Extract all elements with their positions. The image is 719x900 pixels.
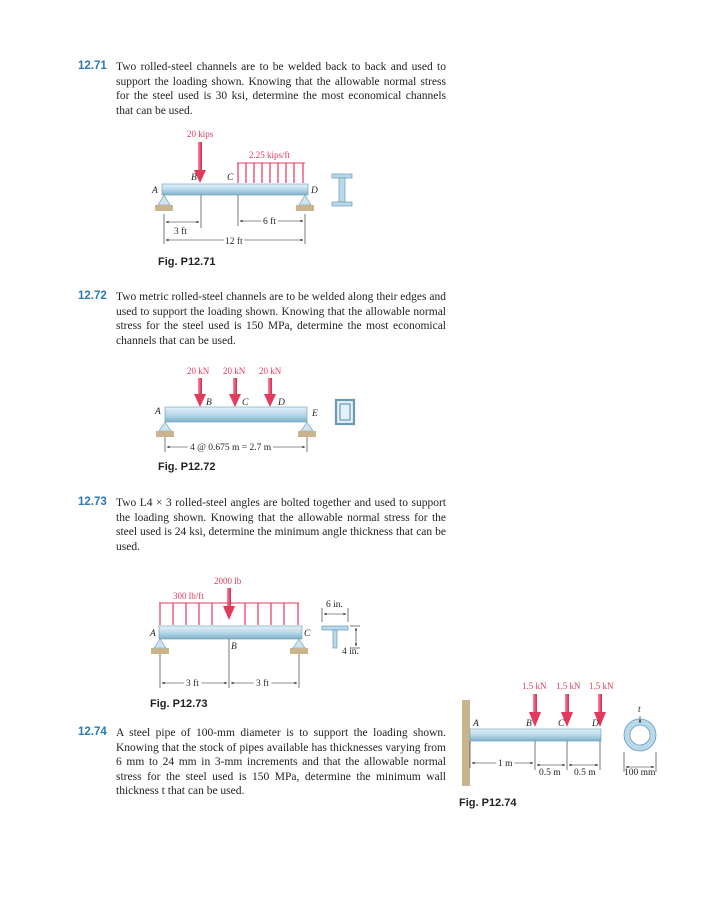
- load-1-label: 1.5 kN: [522, 681, 547, 691]
- figure-caption: Fig. P12.71: [158, 256, 216, 268]
- point-c-label: C: [227, 173, 234, 183]
- point-d-label: D: [311, 186, 318, 196]
- wall: [462, 700, 470, 786]
- load-2-label: 20 kN: [223, 366, 246, 376]
- figure-caption: Fig. P12.74: [459, 797, 517, 809]
- dim-0-5m-left: 0.5 m: [539, 768, 561, 778]
- dim-0-5m-right: 0.5 m: [574, 768, 596, 778]
- point-a-label: A: [152, 186, 158, 196]
- dim-1m: 1 m: [498, 759, 513, 769]
- thickness-label: t: [638, 705, 641, 715]
- problem-text: A steel pipe of 100-mm diameter is to support the loading shown. Knowing that the stock of pipes available has thicknesses varying from 6 mm to 24 mm in 3-mm increments and that the allowable normal stress for the steel used is 150 MPa, determine the minimum wall thickness t that can be used.: [116, 727, 446, 798]
- pipe-section: [624, 719, 656, 751]
- problem-text: Two rolled-steel channels are to be welded back to back and used to support the loading shown. Knowing that the allowable normal stress for the steel used is 30 ksi, determine the most economical channels that can be used.: [116, 61, 446, 117]
- pipe-beam: [470, 729, 601, 741]
- dim-4in: 4 in.: [342, 647, 359, 657]
- load-3-label: 1.5 kN: [589, 681, 614, 691]
- dim-3ft-left: 3 ft: [186, 679, 199, 689]
- load-1-label: 20 kN: [187, 366, 210, 376]
- problem-text: Two metric rolled-steel channels are to be welded along their edges and used to support the loading shown. Knowing that the allowable normal stress for the steel used is 150 MPa, determine the most economical channels that can be used.: [116, 291, 446, 347]
- point-b-label: B: [191, 173, 197, 183]
- point-d-label: D: [278, 398, 285, 408]
- point-b-label: B: [231, 642, 237, 652]
- dim-span: 4 @ 0.675 m = 2.7 m: [190, 443, 272, 453]
- point-load-label: 2000 lb: [214, 576, 242, 586]
- dim-100mm: 100 mm: [624, 768, 656, 778]
- dim-6ft: 6 ft: [263, 217, 276, 227]
- point-e-label: E: [312, 409, 318, 419]
- point-load-label: 20 kips: [187, 129, 214, 139]
- point-c-label: C: [242, 398, 249, 408]
- point-b-label: B: [526, 719, 532, 729]
- point-a-label: A: [155, 407, 161, 417]
- distributed-load-label: 2.25 kips/ft: [249, 150, 291, 160]
- problem-number: 12.73: [78, 496, 107, 508]
- dim-3ft: 3 ft: [174, 227, 187, 237]
- distributed-load-label: 300 lb/ft: [173, 591, 204, 601]
- point-a-label: A: [150, 629, 156, 639]
- figure-caption: Fig. P12.72: [158, 461, 216, 473]
- dim-12ft: 12 ft: [225, 237, 243, 247]
- point-a-label: A: [473, 719, 479, 729]
- point-c-label: C: [558, 719, 565, 729]
- problem-number: 12.74: [78, 726, 107, 738]
- problem-text: Two L4 × 3 rolled-steel angles are bolted together and used to support the loading shown. Knowing that the allowable normal stress for the steel used is 24 ksi, determine the minimum angle thickness that can be used.: [116, 497, 446, 553]
- problem-number: 12.71: [78, 60, 107, 72]
- dim-3ft-right: 3 ft: [256, 679, 269, 689]
- load-3-label: 20 kN: [259, 366, 282, 376]
- load-2-label: 1.5 kN: [556, 681, 581, 691]
- figure-caption: Fig. P12.73: [150, 698, 208, 710]
- point-d-label: D: [592, 719, 599, 729]
- problem-number: 12.72: [78, 290, 107, 302]
- point-c-label: C: [304, 629, 311, 639]
- point-b-label: B: [206, 398, 212, 408]
- dim-6in: 6 in.: [326, 600, 343, 610]
